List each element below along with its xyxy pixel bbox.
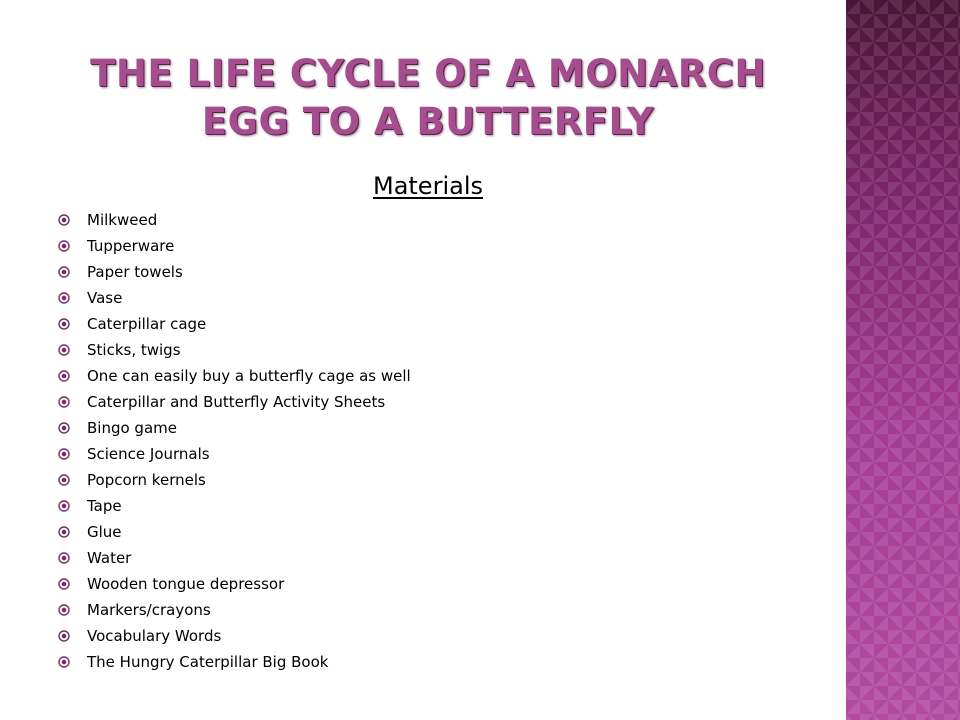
list-item (58, 337, 411, 363)
circled-dot-bullet-icon (58, 656, 70, 668)
circled-dot-bullet-icon (58, 526, 70, 538)
list-item (58, 285, 411, 311)
list-item-label: Popcorn kernels (87, 471, 206, 489)
list-item (58, 571, 411, 597)
list-item (58, 493, 411, 519)
circled-dot-bullet-icon (58, 422, 70, 434)
list-item (58, 207, 411, 233)
list-item-label: One can easily buy a butterfly cage as well (87, 367, 411, 385)
list-item (58, 415, 411, 441)
circled-dot-bullet-icon (58, 630, 70, 642)
circled-dot-bullet-icon (58, 396, 70, 408)
list-item (58, 545, 411, 571)
list-item-label: Tupperware (87, 237, 175, 255)
list-item (58, 467, 411, 493)
circled-dot-bullet-icon (58, 370, 70, 382)
list-item-label: Water (87, 549, 132, 567)
circled-dot-bullet-icon (58, 214, 70, 226)
circled-dot-bullet-icon (58, 552, 70, 564)
list-item-label: Caterpillar and Butterfly Activity Sheets (87, 393, 386, 411)
list-item-label: The Hungry Caterpillar Big Book (87, 653, 329, 671)
materials-list (58, 207, 411, 675)
list-item-label: Caterpillar cage (87, 315, 207, 333)
circled-dot-bullet-icon (58, 240, 70, 252)
circled-dot-bullet-icon (58, 344, 70, 356)
list-item (58, 649, 411, 675)
list-item-label: Tape (87, 497, 122, 515)
circled-dot-bullet-icon (58, 292, 70, 304)
circled-dot-bullet-icon (58, 604, 70, 616)
slide-title: THE LIFE CYCLE OF A MONARCH EGG TO A BUTTERFLY (90, 52, 766, 143)
list-item-label: Bingo game (87, 419, 177, 437)
list-item-label: Vocabulary Words (87, 627, 222, 645)
list-item (58, 233, 411, 259)
list-item (58, 623, 411, 649)
list-item (58, 363, 411, 389)
materials-heading: Materials (372, 172, 483, 200)
circled-dot-bullet-icon (58, 474, 70, 486)
circled-dot-bullet-icon (58, 318, 70, 330)
list-item-label: Wooden tongue depressor (87, 575, 285, 593)
list-item-label: Paper towels (87, 263, 183, 281)
list-item (58, 597, 411, 623)
list-item-label: Milkweed (87, 211, 158, 229)
list-item-label: Sticks, twigs (87, 341, 181, 359)
circled-dot-bullet-icon (58, 578, 70, 590)
circled-dot-bullet-icon (58, 448, 70, 460)
list-item (58, 389, 411, 415)
list-item-label: Science Journals (87, 445, 210, 463)
circled-dot-bullet-icon (58, 500, 70, 512)
list-item (58, 441, 411, 467)
circled-dot-bullet-icon (58, 266, 70, 278)
list-item (58, 519, 411, 545)
list-item-label: Glue (87, 523, 122, 541)
list-item-label: Vase (87, 289, 123, 307)
list-item (58, 259, 411, 285)
decorative-side-panel (846, 0, 960, 720)
list-item (58, 311, 411, 337)
list-item-label: Markers/crayons (87, 601, 211, 619)
